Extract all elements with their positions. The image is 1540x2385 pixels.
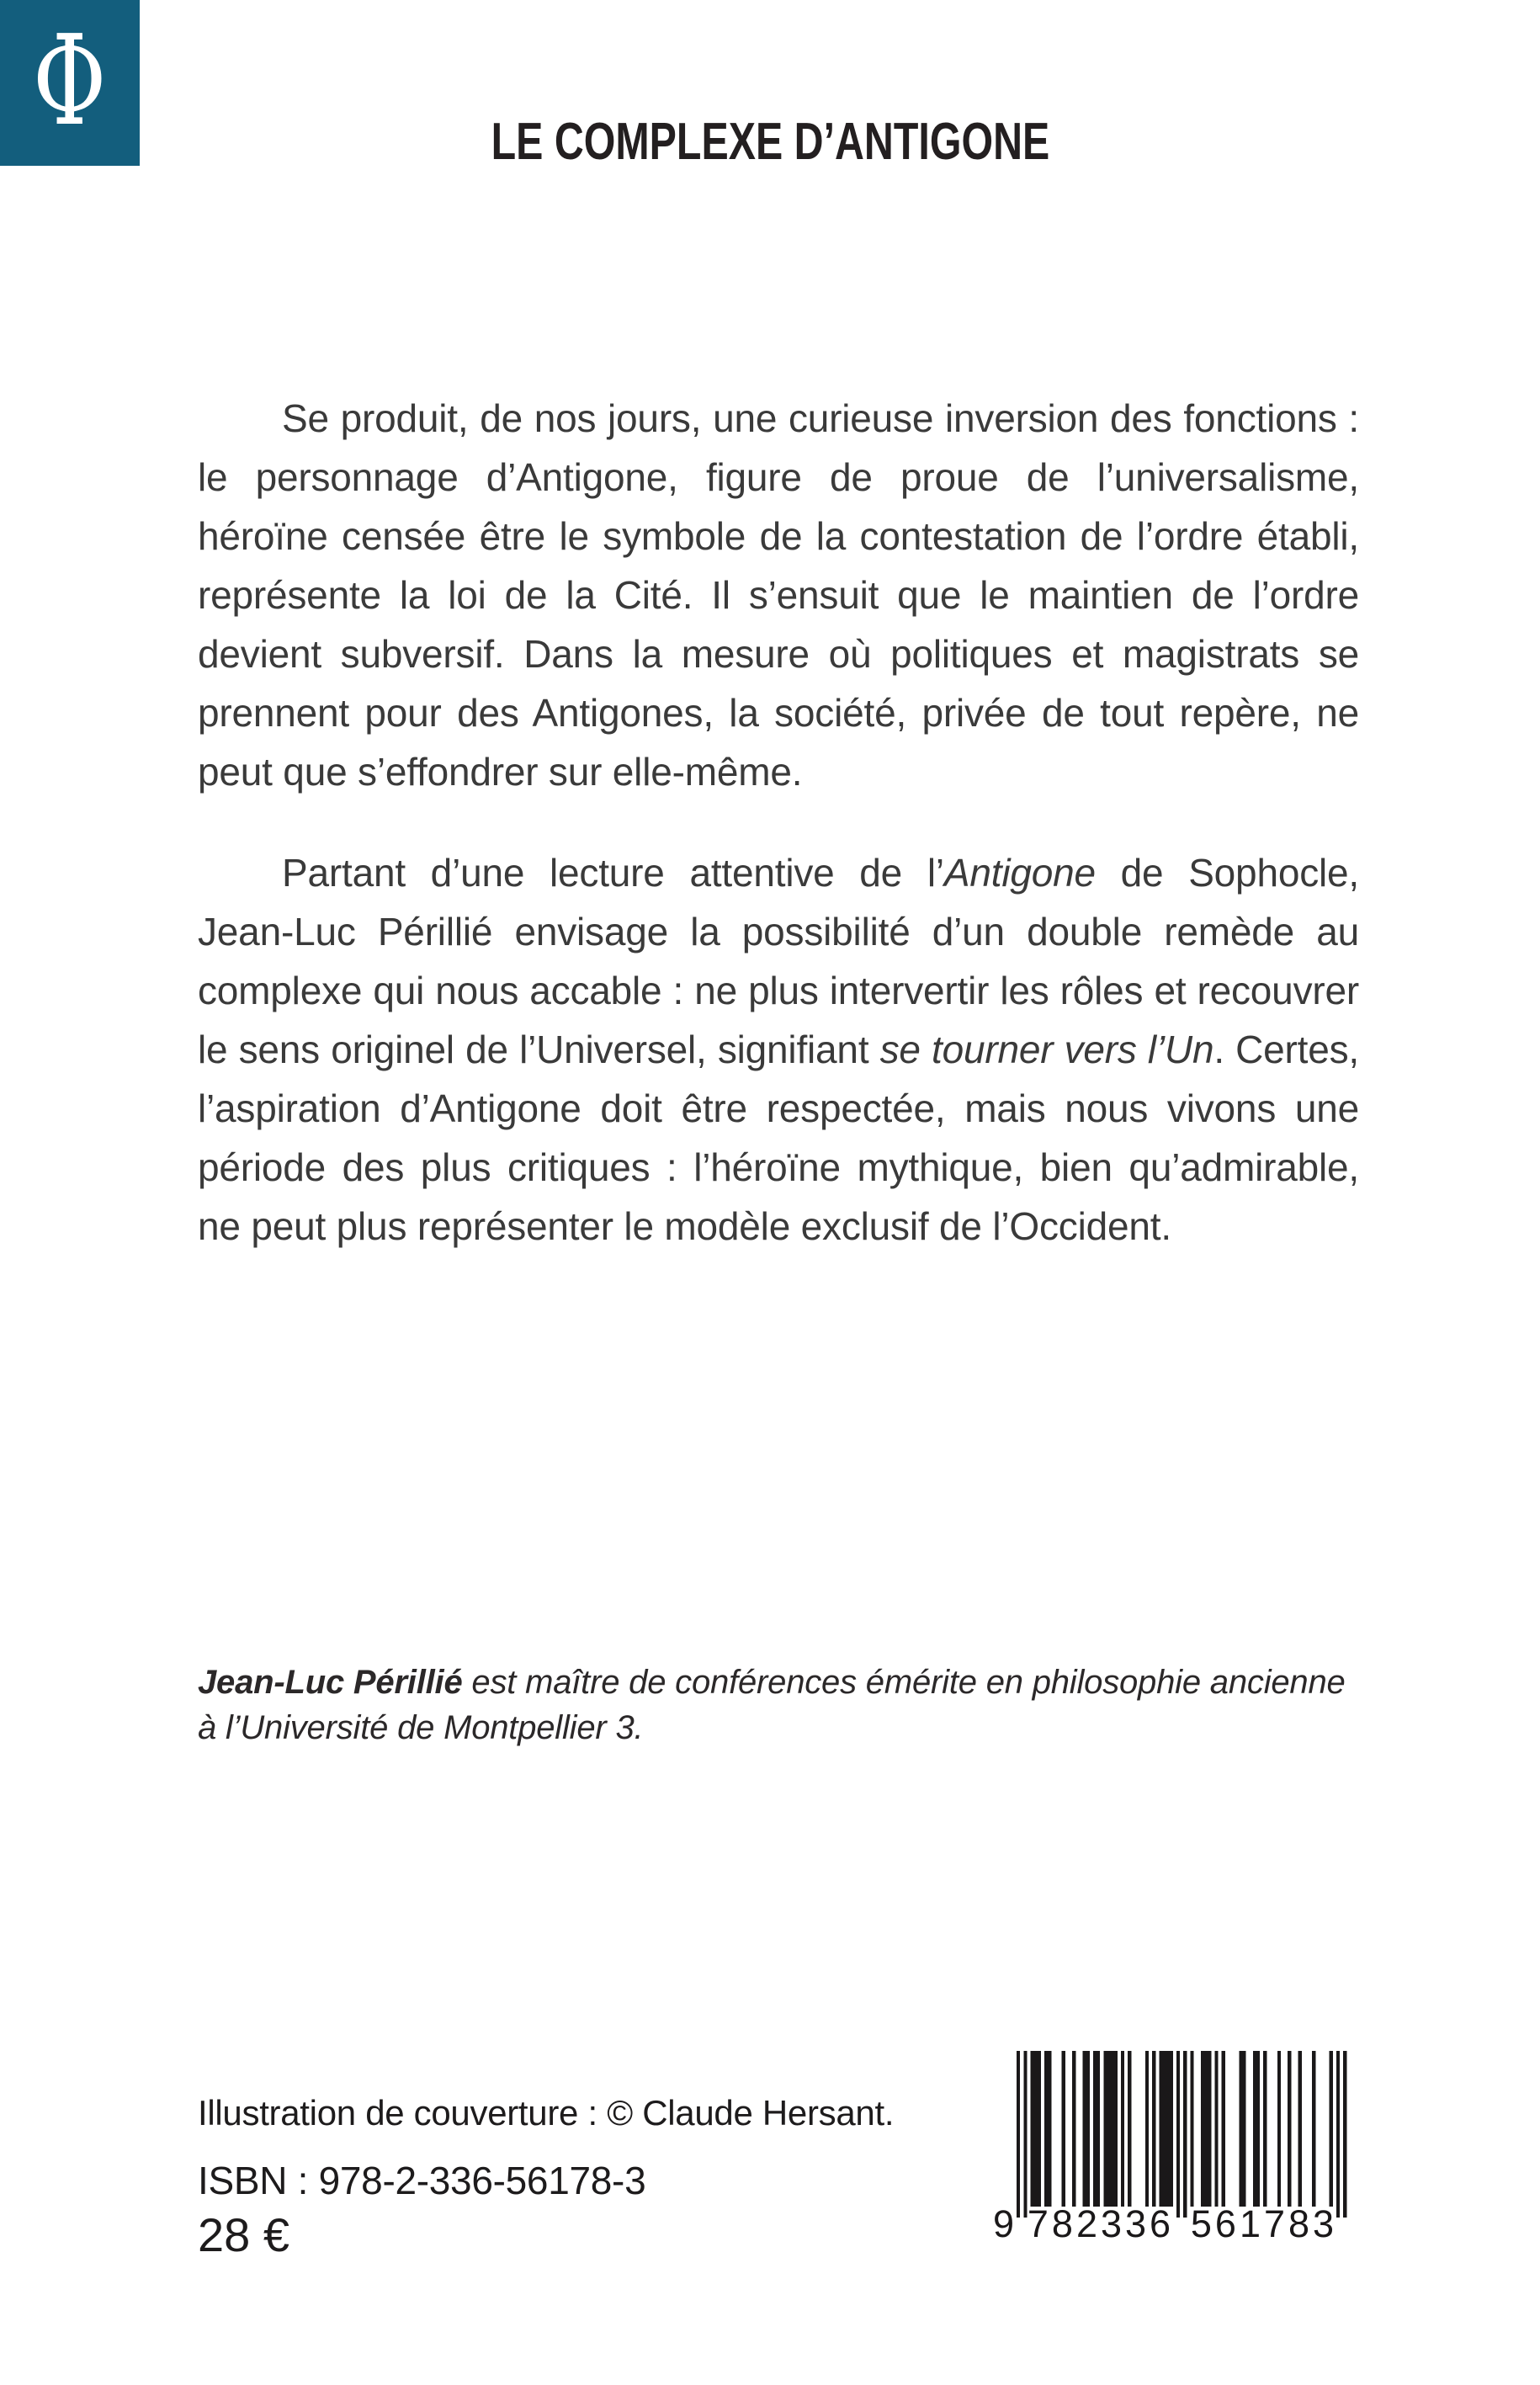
barcode-digit-group2: 561783: [1190, 2202, 1338, 2245]
synopsis: [198, 389, 1359, 1256]
isbn-number: ISBN : 978-2-336-56178-3: [198, 2159, 646, 2202]
phi-logo-icon: Φ: [33, 8, 107, 153]
book-title: LE COMPLEXE D’ANTIGONE: [491, 113, 1049, 171]
ean13-barcode: [993, 2051, 1348, 2246]
author-bio: Jean-Luc Périllié est maître de conférences émérite en philosophie ancienne à l’Université de Montpellier 3.: [198, 1664, 1346, 1746]
barcode-digit-lead: 9: [993, 2202, 1015, 2245]
barcode-bars-icon: [1017, 2051, 1347, 2219]
cover-illustration-credit: Illustration de couverture : © Claude Hersant.: [198, 2093, 895, 2133]
barcode-digit-group1: 782336: [1027, 2202, 1175, 2245]
price: 28 €: [198, 2208, 289, 2261]
barcode-digits: [993, 2202, 1348, 2245]
synopsis-paragraph-1: Se produit, de nos jours, une curieuse inversion des fonctions : le personnage d’Antigone, figure de proue de l’universalisme, héroïne censée être le symbole de la contestation de l’ordre établi, représente la loi de la Cité. Il s’ensuit que le maintien de l’ordre devient subversif. Dans la mesure où politiques et magistrats se prennent pour des Antigones, la société, privée de tout repère, ne peut que s’effondrer sur elle-même.: [198, 396, 1359, 794]
synopsis-paragraph-2: Partant d’une lecture attentive de l’Antigone de Sophocle, Jean-Luc Périllié envisage la possibilité d’un double remède au complexe qui nous accable : ne plus intervertir les rôles et recouvrer le sens originel de l’Universel, signifiant se tourner vers l’Un. Certes, l’aspiration d’Antigone doit être respectée, mais nous vivons une période des plus critiques : l’héroïne mythique, bien qu’admirable, ne peut plus représenter le modèle exclusif de l’Occident.: [198, 851, 1360, 1248]
